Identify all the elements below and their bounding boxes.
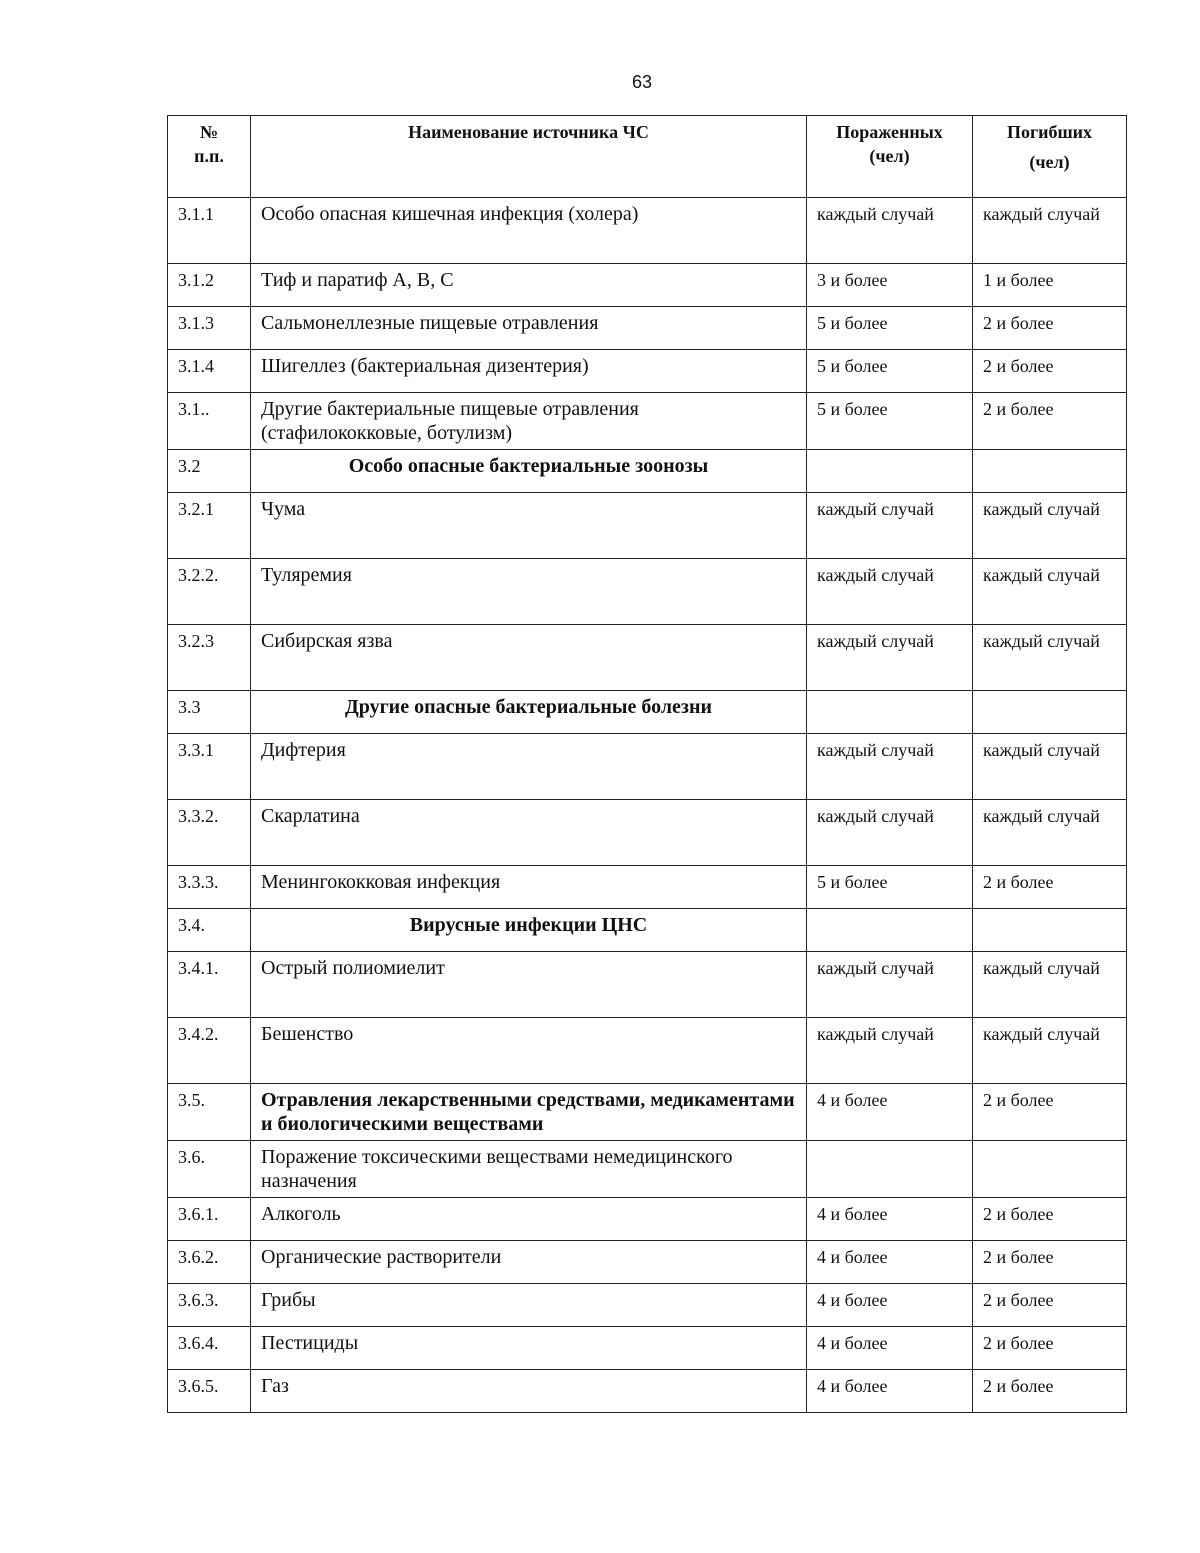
header-affected — [807, 116, 973, 198]
row-affected: каждый случай — [807, 1018, 973, 1084]
row-affected: 4 и более — [807, 1370, 973, 1413]
table-row — [168, 198, 1127, 264]
row-dead: каждый случай — [973, 493, 1127, 559]
row-dead: 2 и более — [973, 1241, 1127, 1284]
row-number: 3.1.2 — [168, 264, 251, 307]
section-row — [168, 691, 1127, 734]
table-row — [168, 1370, 1127, 1413]
row-dead: каждый случай — [973, 559, 1127, 625]
row-dead: каждый случай — [973, 1018, 1127, 1084]
row-dead: 2 и более — [973, 307, 1127, 350]
row-dead: 2 и более — [973, 1327, 1127, 1370]
row-name: Дифтерия — [251, 734, 807, 800]
section-row — [168, 450, 1127, 493]
row-number: 3.2.1 — [168, 493, 251, 559]
table-row — [168, 1018, 1127, 1084]
table-row — [168, 307, 1127, 350]
row-affected: 4 и более — [807, 1084, 973, 1141]
table-row — [168, 952, 1127, 1018]
header-dead-line2: (чел) — [1029, 152, 1070, 172]
table-row — [168, 559, 1127, 625]
emergency-sources-table — [167, 115, 1127, 1413]
table-row — [168, 1327, 1127, 1370]
row-name: Грибы — [251, 1284, 807, 1327]
row-name: Чума — [251, 493, 807, 559]
row-dead: 2 и более — [973, 1198, 1127, 1241]
header-number-line1: № — [199, 122, 219, 142]
row-dead — [973, 450, 1127, 493]
row-dead: 2 и более — [973, 1084, 1127, 1141]
row-dead: 2 и более — [973, 866, 1127, 909]
header-source-name: Наименование источника ЧС — [251, 116, 807, 198]
row-name: Скарлатина — [251, 800, 807, 866]
row-affected: 4 и более — [807, 1198, 973, 1241]
row-affected: 5 и более — [807, 350, 973, 393]
row-name: Бешенство — [251, 1018, 807, 1084]
row-dead: каждый случай — [973, 198, 1127, 264]
row-number: 3.6.3. — [168, 1284, 251, 1327]
row-affected: 5 и более — [807, 307, 973, 350]
row-affected: 5 и более — [807, 393, 973, 450]
row-name: Сальмонеллезные пищевые отравления — [251, 307, 807, 350]
row-number: 3.6.1. — [168, 1198, 251, 1241]
row-number: 3.1.. — [168, 393, 251, 450]
row-affected: каждый случай — [807, 800, 973, 866]
row-number: 3.3.2. — [168, 800, 251, 866]
row-dead: каждый случай — [973, 800, 1127, 866]
row-dead: 2 и более — [973, 1284, 1127, 1327]
section-title: Особо опасные бактериальные зоонозы — [251, 450, 807, 493]
row-name: Тиф и паратиф А, В, С — [251, 264, 807, 307]
row-number: 3.2.2. — [168, 559, 251, 625]
row-dead: каждый случай — [973, 952, 1127, 1018]
section-title: Вирусные инфекции ЦНС — [251, 909, 807, 952]
row-dead: 2 и более — [973, 350, 1127, 393]
row-name: Острый полиомиелит — [251, 952, 807, 1018]
row-number: 3.2 — [168, 450, 251, 493]
header-dead-line1: Погибших — [1006, 122, 1093, 142]
table-row — [168, 1284, 1127, 1327]
row-number: 3.3.3. — [168, 866, 251, 909]
row-number: 3.3.1 — [168, 734, 251, 800]
row-name: Поражение токсическими веществами немедицинского назначения — [251, 1141, 807, 1198]
row-affected: 3 и более — [807, 264, 973, 307]
row-name: Туляремия — [251, 559, 807, 625]
row-number: 3.6.2. — [168, 1241, 251, 1284]
header-affected-line1: Пораженных — [836, 122, 943, 142]
row-number: 3.6.5. — [168, 1370, 251, 1413]
row-dead: каждый случай — [973, 625, 1127, 691]
row-affected — [807, 691, 973, 734]
row-number: 3.1.1 — [168, 198, 251, 264]
row-affected — [807, 450, 973, 493]
row-number: 3.6.4. — [168, 1327, 251, 1370]
page-number: 63 — [631, 72, 653, 92]
row-name: Газ — [251, 1370, 807, 1413]
row-affected: каждый случай — [807, 198, 973, 264]
row-name: Сибирская язва — [251, 625, 807, 691]
header-dead — [973, 116, 1127, 198]
table-header-row — [168, 116, 1127, 198]
row-affected: 4 и более — [807, 1241, 973, 1284]
header-number — [168, 116, 251, 198]
row-number: 3.4.2. — [168, 1018, 251, 1084]
table-row — [168, 625, 1127, 691]
table-row — [168, 1198, 1127, 1241]
row-affected: каждый случай — [807, 625, 973, 691]
row-dead — [973, 691, 1127, 734]
row-number: 3.4.1. — [168, 952, 251, 1018]
row-number: 3.6. — [168, 1141, 251, 1198]
row-number: 3.3 — [168, 691, 251, 734]
row-affected — [807, 909, 973, 952]
table-row — [168, 264, 1127, 307]
row-dead: 1 и более — [973, 264, 1127, 307]
row-affected: каждый случай — [807, 734, 973, 800]
row-name: Алкоголь — [251, 1198, 807, 1241]
section-title: Другие опасные бактериальные болезни — [251, 691, 807, 734]
row-number: 3.4. — [168, 909, 251, 952]
header-number-line2: п.п. — [194, 146, 224, 166]
table-row — [168, 1241, 1127, 1284]
section-row — [168, 909, 1127, 952]
row-affected: каждый случай — [807, 493, 973, 559]
row-dead: каждый случай — [973, 734, 1127, 800]
header-affected-line2: (чел) — [869, 146, 910, 166]
row-affected: каждый случай — [807, 952, 973, 1018]
table-row — [168, 800, 1127, 866]
row-number: 3.1.4 — [168, 350, 251, 393]
table-row — [168, 866, 1127, 909]
row-name: Отравления лекарственными средствами, медикаментами и биологическими веществами — [251, 1084, 807, 1141]
row-dead — [973, 1141, 1127, 1198]
row-number: 3.5. — [168, 1084, 251, 1141]
table-row — [168, 493, 1127, 559]
table-row — [168, 393, 1127, 450]
row-dead — [973, 909, 1127, 952]
row-dead: 2 и более — [973, 393, 1127, 450]
row-name: Органические растворители — [251, 1241, 807, 1284]
row-dead: 2 и более — [973, 1370, 1127, 1413]
table-row — [168, 1084, 1127, 1141]
row-affected: 5 и более — [807, 866, 973, 909]
row-name: Менингококковая инфекция — [251, 866, 807, 909]
row-name: Шигеллез (бактериальная дизентерия) — [251, 350, 807, 393]
row-affected: каждый случай — [807, 559, 973, 625]
table-row — [168, 350, 1127, 393]
row-name: Пестициды — [251, 1327, 807, 1370]
row-affected — [807, 1141, 973, 1198]
row-name: Особо опасная кишечная инфекция (холера) — [251, 198, 807, 264]
table-row — [168, 734, 1127, 800]
row-number: 3.1.3 — [168, 307, 251, 350]
row-affected: 4 и более — [807, 1284, 973, 1327]
row-number: 3.2.3 — [168, 625, 251, 691]
row-name: Другие бактериальные пищевые отравления (стафилококковые, ботулизм) — [251, 393, 807, 450]
row-affected: 4 и более — [807, 1327, 973, 1370]
table-row — [168, 1141, 1127, 1198]
